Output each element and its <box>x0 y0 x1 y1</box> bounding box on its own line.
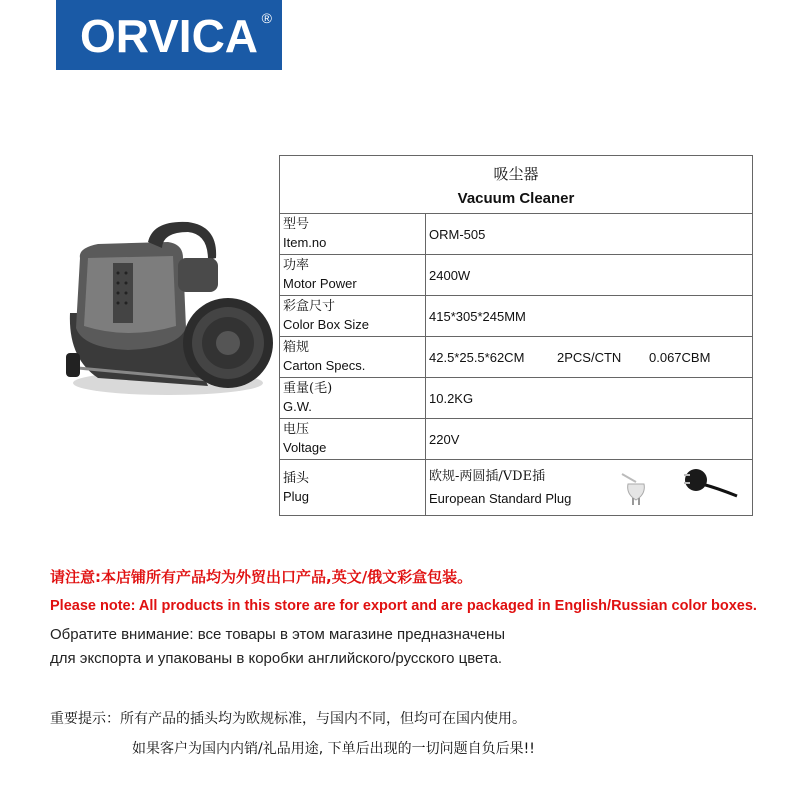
carton-dimensions: 42.5*25.5*62CM <box>429 349 525 365</box>
spec-title-cn: 吸尘器 <box>493 164 539 183</box>
spec-label <box>280 255 426 296</box>
vacuum-cleaner-image <box>58 218 273 403</box>
label-en: Plug <box>283 488 310 504</box>
label-en: Item.no <box>283 235 327 250</box>
label-cn: 功率 <box>283 258 310 273</box>
label-cn: 箱规 <box>283 340 310 355</box>
spec-label <box>280 214 426 255</box>
spec-label <box>280 337 426 378</box>
spec-title-cell <box>280 156 753 214</box>
spec-label <box>280 296 426 337</box>
brand-logo <box>56 0 282 70</box>
spec-label <box>280 419 426 460</box>
notice-ru-line2: для экспорта и упакованы в коробки английского/русского цвета. <box>50 650 503 667</box>
spec-table <box>279 155 753 516</box>
label-en: Carton Specs. <box>283 358 366 373</box>
label-en: Color Box Size <box>283 317 369 332</box>
spec-value <box>426 337 753 378</box>
carton-pcs: 2PCS/CTN <box>557 349 622 365</box>
eu-plug-icon <box>618 470 654 506</box>
important-tip-line2: 如果客户为国内内销/礼品用途, 下单后出现的一切问题自负后果!! <box>132 741 535 757</box>
spec-value: 10.2KG <box>426 378 753 419</box>
plug-type-cn: 欧规-两圆插/VDE插 <box>429 468 546 484</box>
spec-value: 220V <box>426 419 753 460</box>
spec-row-carton-specs <box>280 337 753 378</box>
plug-type-en: European Standard Plug <box>429 490 572 506</box>
important-tip-line1: 重要提示：所有产品的插头均为欧规标准，与国内不同，但均可在国内使用。 <box>50 711 526 727</box>
spec-row-color-box-size <box>280 296 753 337</box>
schuko-plug-icon <box>682 466 738 500</box>
spec-label <box>280 460 426 516</box>
carton-cbm: 0.067CBM <box>649 349 711 365</box>
spec-row-plug <box>280 460 753 516</box>
spec-header-row <box>280 156 753 214</box>
label-en: Voltage <box>283 440 327 455</box>
label-cn: 型号 <box>283 217 310 232</box>
spec-row-gross-weight <box>280 378 753 419</box>
notice-en: Please note: All products in this store are for export and are packaged in English/Russian color boxes. <box>50 598 757 614</box>
label-cn: 重量(毛) <box>283 381 333 396</box>
label-en: Motor Power <box>283 276 357 291</box>
spec-value <box>426 460 753 516</box>
spec-row-item-no <box>280 214 753 255</box>
spec-label <box>280 378 426 419</box>
registered-mark: ® <box>261 10 272 26</box>
spec-value: 415*305*245MM <box>426 296 753 337</box>
logo-text: ORVICA <box>79 10 259 62</box>
label-en: G.W. <box>283 399 312 414</box>
label-cn: 插头 <box>283 470 310 486</box>
spec-row-voltage <box>280 419 753 460</box>
spec-row-motor-power <box>280 255 753 296</box>
spec-value: ORM-505 <box>426 214 753 255</box>
label-cn: 电压 <box>283 422 310 437</box>
spec-title-en: Vacuum Cleaner <box>457 189 575 207</box>
notice-cn: 请注意:本店铺所有产品均为外贸出口产品,英文/俄文彩盒包装。 <box>50 568 473 586</box>
spec-value: 2400W <box>426 255 753 296</box>
label-cn: 彩盒尺寸 <box>283 299 336 314</box>
notice-ru-line1: Обратите внимание: все товары в этом магазине предназначены <box>50 626 506 643</box>
